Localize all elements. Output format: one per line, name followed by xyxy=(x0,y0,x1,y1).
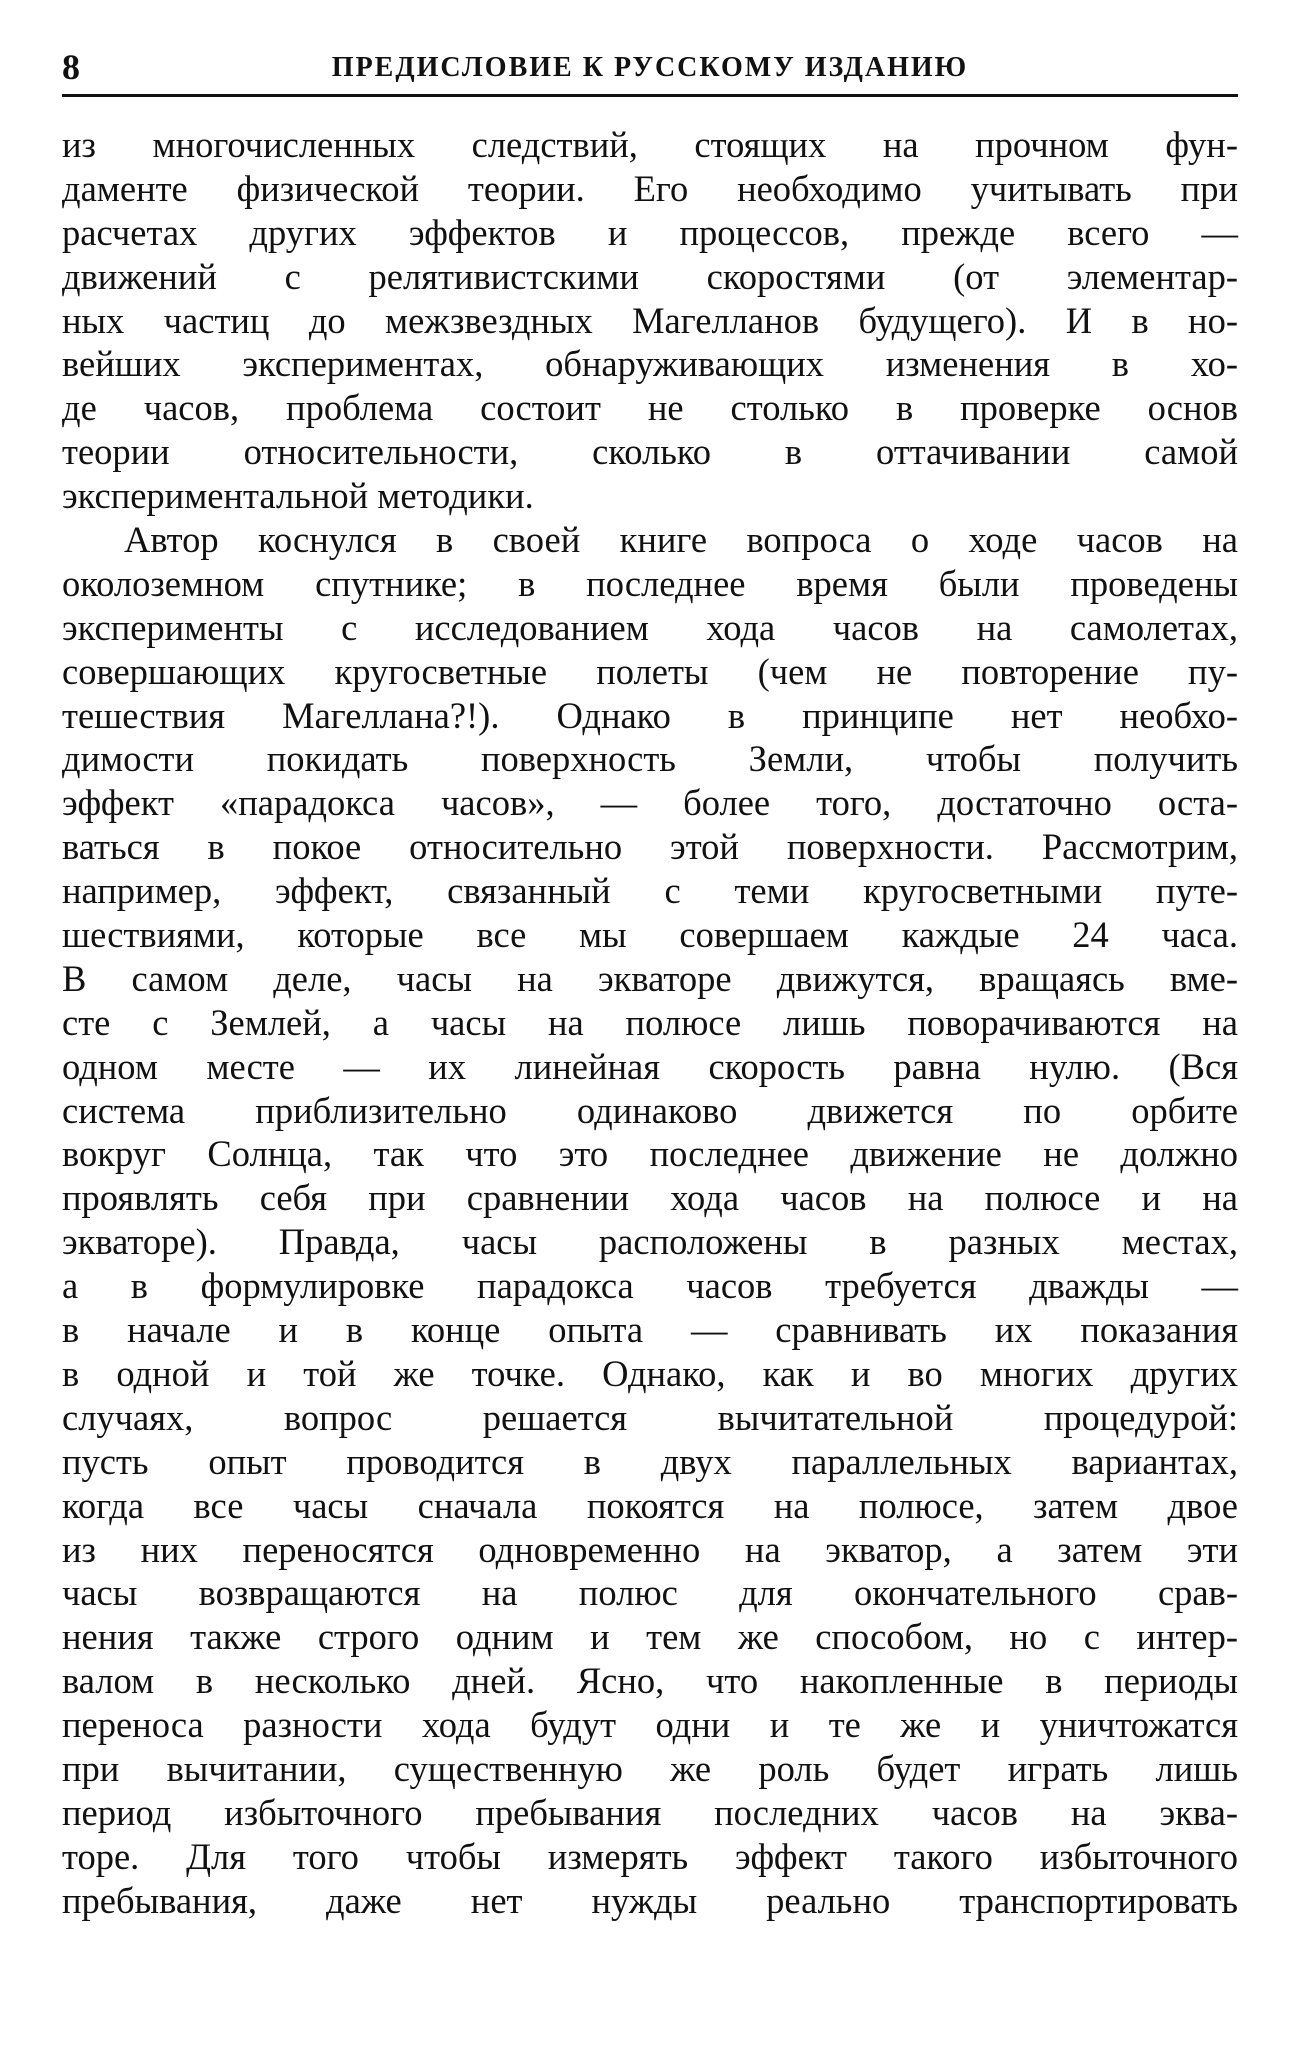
text-line: сте с Землей, а часы на полюсе лишь поворачиваются на xyxy=(62,1001,1238,1043)
running-header xyxy=(62,44,1238,97)
text-line: экспериментальной методики. xyxy=(62,475,534,517)
text-line: Автор коснулся в своей книге вопроса о ходе часов на xyxy=(124,519,1238,561)
text-line: экваторе). Правда, часы расположены в разных местах, xyxy=(62,1221,1238,1263)
text-line: теории относительности, сколько в оттачивании самой xyxy=(62,431,1238,473)
text-line: случаях, вопрос решается вычитательной процедурой: xyxy=(62,1396,1238,1438)
running-header-title: ПРЕДИСЛОВИЕ К РУССКОМУ ИЗДАНИЮ xyxy=(331,52,969,83)
text-line: околоземном спутнике; в последнее время были проведены xyxy=(62,562,1238,604)
text-line: вейших экспериментах, обнаруживающих изменения в хо- xyxy=(62,343,1238,385)
text-line: одном месте — их линейная скорость равна нулю. (Вся xyxy=(62,1045,1238,1087)
text-line: движений с релятивистскими скоростями (от элементар- xyxy=(62,255,1238,297)
text-line: димости покидать поверхность Земли, чтобы получить xyxy=(62,738,1238,780)
text-line: расчетах других эффектов и процессов, прежде всего — xyxy=(62,211,1238,253)
paragraph xyxy=(62,518,1238,1923)
text-line: валом в несколько дней. Ясно, что накопленные в периоды xyxy=(62,1660,1238,1702)
text-line: шествиями, которые все мы совершаем каждые 24 часа. xyxy=(62,914,1238,956)
text-line: из многочисленных следствий, стоящих на прочном фун- xyxy=(62,124,1238,165)
text-line: де часов, проблема состоит не столько в проверке основ xyxy=(62,387,1238,429)
text-line: эксперименты с исследованием хода часов на самолетах, xyxy=(62,606,1238,648)
text-line: при вычитании, существенную же роль будет играть лишь xyxy=(62,1747,1238,1789)
text-line: в одной и той же точке. Однако, как и во многих других xyxy=(62,1352,1238,1394)
text-line: период избыточного пребывания последних часов на эква- xyxy=(62,1791,1238,1833)
text-line: В самом деле, часы на экваторе движутся, вращаясь вме- xyxy=(62,957,1238,999)
text-line: ных частиц до межзвездных Магелланов будущего). И в но- xyxy=(62,299,1238,341)
text-line: эффект «парадокса часов», — более того, достаточно оста- xyxy=(62,782,1238,824)
text-line: ваться в покое относительно этой поверхности. Рассмотрим, xyxy=(62,826,1238,868)
text-line: из них переносятся одновременно на экватор, а затем эти xyxy=(62,1528,1238,1570)
text-line: в начале и в конце опыта — сравнивать их показания xyxy=(62,1309,1238,1351)
text-line: вокруг Солнца, так что это последнее движение не должно xyxy=(62,1133,1238,1175)
text-line: пусть опыт проводится в двух параллельных вариантах, xyxy=(62,1440,1238,1482)
text-line: а в формулировке парадокса часов требуется дважды — xyxy=(62,1265,1238,1307)
text-line: торе. Для того чтобы измерять эффект такого избыточного xyxy=(62,1835,1238,1877)
text-line: например, эффект, связанный с теми кругосветными путе- xyxy=(62,870,1238,912)
text-line: нения также строго одним и тем же способом, но с интер- xyxy=(62,1616,1238,1658)
text-line: переноса разности хода будут одни и те же и уничтожатся xyxy=(62,1704,1238,1746)
page-number: 8 xyxy=(62,47,80,87)
text-line: проявлять себя при сравнении хода часов на полюсе и на xyxy=(62,1177,1238,1219)
text-line: даменте физической теории. Его необходимо учитывать при xyxy=(62,167,1238,209)
text-line: совершающих кругосветные полеты (чем не повторение пу- xyxy=(62,650,1238,692)
book-page xyxy=(62,44,1238,1923)
text-line: когда все часы сначала покоятся на полюсе, затем двое xyxy=(62,1484,1238,1526)
paragraph xyxy=(62,123,1238,518)
body-text xyxy=(62,123,1238,1923)
text-line: тешествия Магеллана?!). Однако в принципе нет необхо- xyxy=(62,694,1238,736)
text-line: пребывания, даже нет нужды реально транспортировать xyxy=(62,1879,1238,1921)
text-line: часы возвращаются на полюс для окончательного срав- xyxy=(62,1572,1238,1614)
text-line: система приблизительно одинаково движется по орбите xyxy=(62,1089,1238,1131)
